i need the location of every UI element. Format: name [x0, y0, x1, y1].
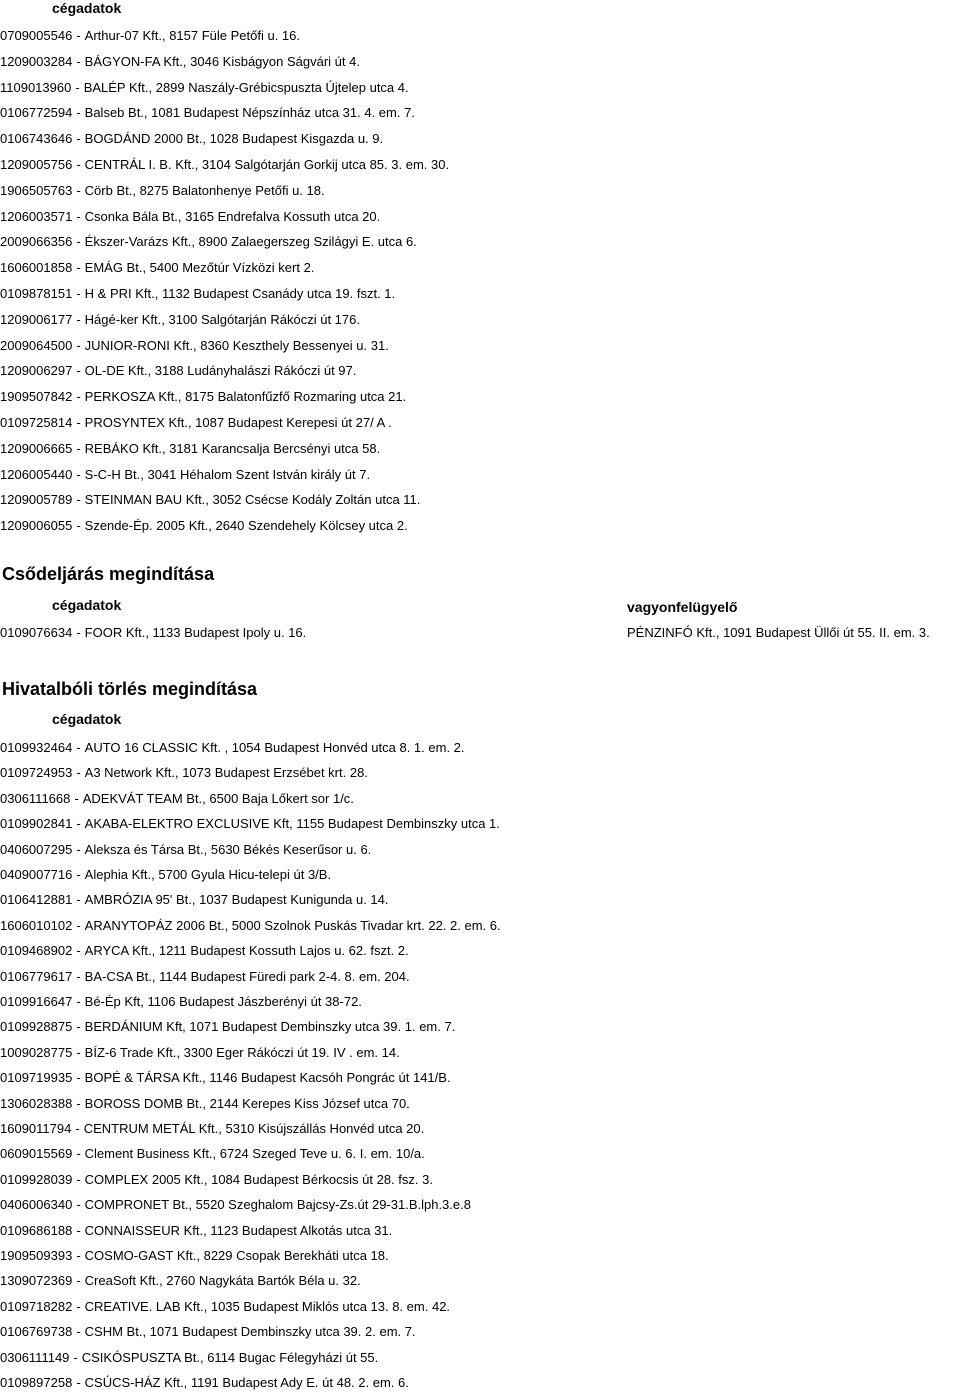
list-item	[0, 157, 449, 173]
company-details: BALÉP Kft., 2899 Naszály-Grébicspuszta Újtelep utca 4.	[83, 79, 409, 95]
separator: -	[76, 625, 81, 640]
list-item	[0, 80, 409, 96]
list-item	[0, 338, 389, 354]
list-item	[0, 286, 395, 302]
list-item	[0, 1146, 425, 1162]
separator: -	[76, 1171, 81, 1187]
list-item	[0, 441, 380, 457]
company-details: CREATIVE. LAB Kft., 1035 Budapest Miklós utca 13. 8. em. 42.	[84, 1298, 451, 1314]
list-item	[0, 415, 392, 431]
separator: -	[76, 311, 81, 327]
separator: -	[76, 389, 81, 405]
separator: -	[76, 1222, 81, 1238]
company-code: 0109916647	[0, 994, 73, 1009]
list-item	[0, 1248, 389, 1264]
separator: -	[76, 234, 81, 250]
list-item	[0, 740, 465, 756]
company-code: 0106769738	[0, 1324, 73, 1340]
list-item	[0, 28, 300, 44]
section2-row	[0, 625, 306, 641]
company-code: 0109719935	[0, 1070, 73, 1086]
separator: -	[76, 892, 81, 908]
company-details: JUNIOR-RONI Kft., 8360 Keszthely Bessenyei u. 31.	[84, 337, 389, 353]
company-details: PERKOSZA Kft., 8175 Balatonfűzfő Rozmaring utca 21.	[84, 389, 407, 405]
company-details: H & PRI Kft., 1132 Budapest Csanády utca 19. fszt. 1.	[84, 286, 396, 301]
list-item	[0, 260, 314, 276]
list-item	[0, 363, 356, 379]
separator: -	[76, 1197, 81, 1213]
separator: -	[76, 363, 81, 379]
company-details: Alephia Kft., 5700 Gyula Hicu-telepi út 3/B.	[84, 867, 332, 882]
separator: -	[76, 1298, 81, 1314]
company-code: 0306111149	[0, 1349, 70, 1365]
section3-header: cégadatok	[52, 711, 122, 727]
separator: -	[76, 260, 81, 276]
company-details: FOOR Kft., 1133 Budapest Ipoly u. 16.	[84, 625, 307, 640]
list-item	[0, 892, 389, 908]
company-details: BERDÁNIUM Kft, 1071 Budapest Dembinszky utca 39. 1. em. 7.	[84, 1019, 456, 1035]
company-code: 0109076634	[0, 625, 73, 640]
company-code: 0109928875	[0, 1019, 73, 1035]
separator: -	[76, 286, 81, 301]
company-code: 0306111668	[0, 790, 71, 806]
company-details: AUTO 16 CLASSIC Kft. , 1054 Budapest Honvéd utca 8. 1. em. 2.	[84, 740, 465, 755]
list-item	[0, 518, 408, 534]
list-item	[0, 312, 360, 328]
company-code: 0109928039	[0, 1171, 73, 1187]
company-code: 1209006177	[0, 311, 73, 327]
company-details: CreaSoft Kft., 2760 Nagykáta Bartók Béla u. 32.	[84, 1273, 361, 1289]
company-details: BA-CSA Bt., 1144 Budapest Füredi park 2-4. 8. em. 204.	[84, 968, 410, 984]
company-details: AMBRÓZIA 95' Bt., 1037 Budapest Kunigunda u. 14.	[84, 892, 389, 908]
separator: -	[76, 466, 81, 482]
section2-header-right: vagyonfelügyelő	[627, 599, 738, 615]
section3-title: Hivatalbóli törlés megindítása	[2, 679, 258, 699]
company-details: ADEKVÁT TEAM Bt., 6500 Baja Lőkert sor 1/c.	[82, 790, 354, 806]
company-details: STEINMAN BAU Kft., 3052 Csécse Kodály Zoltán utca 11.	[84, 492, 421, 508]
separator: -	[76, 440, 81, 456]
company-code: 0609015569	[0, 1146, 73, 1162]
list-item	[0, 816, 500, 832]
company-code: 1009028775	[0, 1044, 73, 1060]
company-code: 0109724953	[0, 765, 73, 781]
separator: -	[76, 208, 81, 224]
separator: -	[76, 1248, 81, 1263]
list-item	[0, 1299, 450, 1315]
company-details: COMPRONET Bt., 5520 Szeghalom Bajcsy-Zs.út 29-31.B.lph.3.e.8	[84, 1197, 471, 1213]
company-code: 1206003571	[0, 208, 73, 224]
company-code: 1906505763	[0, 182, 73, 198]
separator: -	[76, 740, 81, 755]
company-details: Csonka Bála Bt., 3165 Endrefalva Kossuth utca 20.	[84, 208, 381, 224]
company-code: 0109468902	[0, 943, 73, 959]
company-details: CENTRÁL I. B. Kft., 3104 Salgótarján Gorkij utca 85. 3. em. 30.	[84, 157, 450, 172]
list-item	[0, 1324, 416, 1340]
section2-header-left: cégadatok	[52, 597, 122, 613]
company-details: CSHM Bt., 1071 Budapest Dembinszky utca 39. 2. em. 7.	[84, 1324, 416, 1340]
list-item	[0, 1019, 455, 1035]
list-item	[0, 1223, 392, 1239]
company-code: 1209005789	[0, 492, 73, 508]
company-details: PROSYNTEX Kft., 1087 Budapest Kerepesi út 27/ A .	[84, 415, 392, 430]
company-details: BOGDÁND 2000 Bt., 1028 Budapest Kisgazda u. 9.	[84, 131, 384, 147]
separator: -	[76, 841, 81, 857]
list-item	[0, 842, 371, 858]
list-item	[0, 1350, 378, 1366]
company-details: Ékszer-Varázs Kft., 8900 Zalaegerszeg Szilágyi E. utca 6.	[84, 234, 417, 250]
company-details: BÁGYON-FA Kft., 3046 Kisbágyon Ságvári út 4.	[84, 53, 360, 69]
company-details: EMÁG Bt., 5400 Mezőtúr Vízközi kert 2.	[84, 260, 315, 276]
separator: -	[75, 79, 80, 95]
list-item	[0, 183, 325, 199]
separator: -	[73, 1349, 78, 1365]
company-code: 1306028388	[0, 1095, 73, 1111]
separator: -	[76, 816, 81, 832]
list-item	[0, 1172, 433, 1188]
company-code: 0109932464	[0, 740, 73, 755]
company-details: BOPÉ & TÁRSA Kft., 1146 Budapest Kacsóh Pongrác út 141/B.	[84, 1070, 451, 1086]
company-details: Clement Business Kft., 6724 Szeged Teve u. 6. I. em. 10/a.	[84, 1146, 425, 1162]
separator: -	[76, 1273, 81, 1289]
company-code: 0109718282	[0, 1298, 73, 1314]
company-code: 1606001858	[0, 260, 73, 276]
company-code: 2009066356	[0, 234, 73, 250]
company-code: 0106779617	[0, 968, 73, 984]
company-code: 1909507842	[0, 389, 73, 405]
separator: -	[76, 28, 81, 43]
section2-title: Csődeljárás megindítása	[2, 564, 215, 584]
list-item	[0, 105, 415, 121]
separator: -	[76, 1095, 81, 1111]
section1-header: cégadatok	[52, 0, 122, 16]
company-details: REBÁKO Kft., 3181 Karancsalja Bercsényi utca 58.	[84, 440, 381, 456]
separator: -	[76, 182, 81, 198]
separator: -	[76, 1044, 81, 1060]
company-code: 1209005756	[0, 157, 73, 172]
company-details: A3 Network Kft., 1073 Budapest Erzsébet krt. 28.	[84, 765, 368, 781]
list-item	[0, 765, 368, 781]
list-item	[0, 1045, 400, 1061]
separator: -	[76, 157, 81, 172]
separator: -	[76, 337, 81, 353]
company-code: 0106743646	[0, 131, 73, 147]
company-code: 1209006055	[0, 518, 73, 534]
company-details: Arthur-07 Kft., 8157 Füle Petőfi u. 16.	[84, 28, 301, 43]
company-code: 0709005546	[0, 28, 73, 43]
company-code: 1209006665	[0, 440, 73, 456]
company-details: BOROSS DOMB Bt., 2144 Kerepes Kiss József utca 70.	[84, 1095, 410, 1111]
separator: -	[76, 105, 81, 121]
separator: -	[76, 867, 81, 882]
company-code: 0109902841	[0, 816, 73, 832]
company-code: 1909509393	[0, 1248, 73, 1263]
list-item	[0, 209, 380, 225]
company-details: CENTRUM METÁL Kft., 5310 Kisújszállás Honvéd utca 20.	[83, 1121, 425, 1136]
list-item	[0, 969, 410, 985]
separator: -	[76, 765, 81, 781]
separator: -	[76, 492, 81, 508]
company-code: 1609011794	[0, 1121, 72, 1136]
company-code: 2009064500	[0, 337, 73, 353]
list-item	[0, 1273, 361, 1289]
list-item	[0, 1121, 424, 1137]
company-code: 1209003284	[0, 53, 73, 69]
separator: -	[76, 917, 81, 933]
list-item	[0, 131, 383, 147]
company-details: ARYCA Kft., 1211 Budapest Kossuth Lajos u. 62. fszt. 2.	[84, 943, 409, 959]
separator: -	[75, 1121, 80, 1136]
company-details: Aleksza és Társa Bt., 5630 Békés Keserűsor u. 6.	[84, 841, 372, 857]
separator: -	[76, 943, 81, 959]
company-details: OL-DE Kft., 3188 Ludányhalászi Rákóczi út 97.	[84, 363, 357, 379]
separator: -	[76, 968, 81, 984]
list-item	[0, 54, 360, 70]
list-item	[0, 1197, 471, 1213]
list-item	[0, 234, 417, 250]
company-code: 1209006297	[0, 363, 73, 379]
company-details: Balseb Bt., 1081 Budapest Népszínház utca 31. 4. em. 7.	[84, 105, 415, 121]
company-code: 0406006340	[0, 1197, 73, 1213]
list-item	[0, 467, 370, 483]
separator: -	[76, 1375, 81, 1390]
separator: -	[76, 994, 81, 1009]
company-details: CSÚCS-HÁZ Kft., 1191 Budapest Ady E. út 48. 2. em. 6.	[84, 1375, 409, 1390]
list-item	[0, 791, 354, 807]
separator: -	[76, 1146, 81, 1162]
separator: -	[76, 53, 81, 69]
company-details: AKABA-ELEKTRO EXCLUSIVE Kft, 1155 Budapest Dembinszky utca 1.	[84, 816, 500, 832]
separator: -	[74, 790, 79, 806]
company-code: 0406007295	[0, 841, 73, 857]
list-item	[0, 1070, 451, 1086]
separator: -	[76, 131, 81, 147]
company-details: COSMO-GAST Kft., 8229 Csopak Berekháti utca 18.	[84, 1248, 389, 1263]
company-code: 1309072369	[0, 1273, 73, 1289]
company-details: ARANYTOPÁZ 2006 Bt., 5000 Szolnok Puskás Tivadar krt. 22. 2. em. 6.	[84, 917, 501, 933]
section2-row-right: PÉNZINFÓ Kft., 1091 Budapest Üllői út 55. II. em. 3.	[627, 625, 930, 640]
separator: -	[76, 518, 81, 534]
company-code: 0109878151	[0, 286, 73, 301]
company-details: S-C-H Bt., 3041 Héhalom Szent István király út 7.	[84, 466, 371, 482]
company-code: 0106412881	[0, 892, 73, 908]
company-details: Cörb Bt., 8275 Balatonhenye Petőfi u. 18.	[84, 182, 325, 198]
list-item	[0, 867, 331, 883]
separator: -	[76, 1019, 81, 1035]
separator: -	[76, 415, 81, 430]
company-details: Szende-Ép. 2005 Kft., 2640 Szendehely Kölcsey utca 2.	[84, 518, 408, 534]
company-code: 0106772594	[0, 105, 73, 121]
company-details: CSIKÓSPUSZTA Bt., 6114 Bugac Félegyházi út 55.	[81, 1349, 379, 1365]
list-item	[0, 943, 409, 959]
company-code: 0109897258	[0, 1375, 73, 1390]
company-details: CONNAISSEUR Kft., 1123 Budapest Alkotás utca 31.	[84, 1222, 393, 1238]
company-code: 0409007716	[0, 867, 73, 882]
company-code: 0109686188	[0, 1222, 73, 1238]
list-item	[0, 994, 362, 1010]
company-code: 1206005440	[0, 466, 73, 482]
separator: -	[76, 1070, 81, 1086]
list-item	[0, 1375, 409, 1391]
company-code: 0109725814	[0, 415, 73, 430]
company-code: 1606010102	[0, 917, 73, 933]
separator: -	[76, 1324, 81, 1340]
list-item	[0, 492, 420, 508]
list-item	[0, 918, 501, 934]
company-details: COMPLEX 2005 Kft., 1084 Budapest Bérkocsis út 28. fsz. 3.	[84, 1171, 433, 1187]
list-item	[0, 389, 406, 405]
company-details: BÍZ-6 Trade Kft., 3300 Eger Rákóczi út 19. IV . em. 14.	[84, 1044, 400, 1060]
company-details: Bé-Ép Kft, 1106 Budapest Jászberényi út 38-72.	[84, 994, 362, 1009]
list-item	[0, 1096, 410, 1112]
company-code: 1109013960	[0, 79, 72, 95]
company-details: Hágé-ker Kft., 3100 Salgótarján Rákóczi út 176.	[84, 311, 360, 327]
